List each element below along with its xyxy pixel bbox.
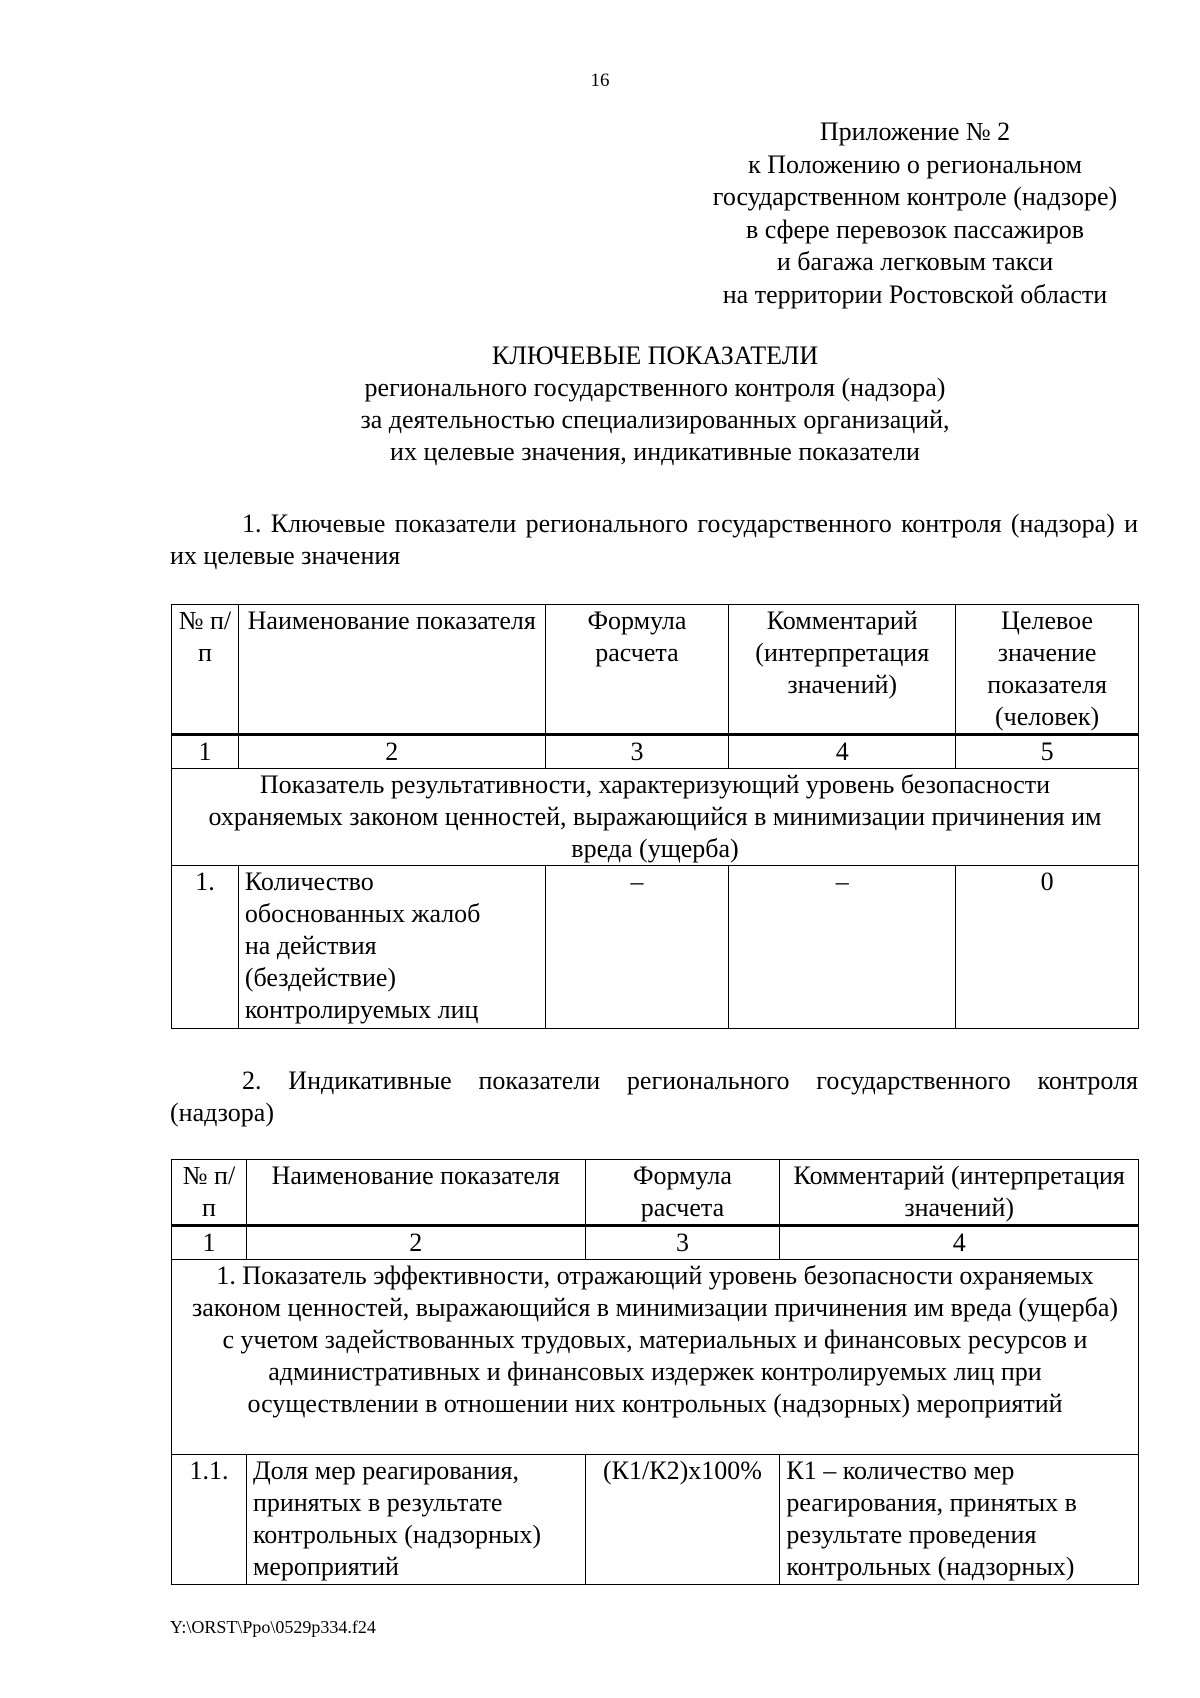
column-number-cell: 3 [585, 1226, 780, 1260]
table-header-row [172, 1160, 1139, 1226]
header-cell-comment: Комментарий (интерпретация значений) [729, 605, 956, 735]
appendix-line: Приложение № 2 [819, 117, 1011, 146]
row-formula-cell: (К1/К2)х100% [585, 1455, 780, 1585]
row-name-cell: Доля мер реагирования, принятых в результате контрольных (надзорных) мероприятий [246, 1455, 585, 1585]
title-line: их целевые значения, индикативные показатели [390, 437, 920, 466]
header-cell-comment: Комментарий (интерпретация значений) [780, 1160, 1139, 1226]
row-comment-cell: – [729, 866, 956, 1029]
column-number-cell: 4 [780, 1226, 1139, 1260]
column-number-cell: 2 [246, 1226, 585, 1260]
section2-heading: 2. Индикативные показатели регионального государственного контроля (надзора) [170, 1066, 1138, 1127]
title-line: регионального государственного контроля (надзора) [364, 373, 946, 402]
group-title-row [172, 769, 1139, 866]
title-heading: КЛЮЧЕВЫЕ ПОКАЗАТЕЛИ [491, 341, 819, 370]
group-title-row [172, 1260, 1139, 1455]
column-number-cell: 1 [172, 1226, 247, 1260]
appendix-line: государственном контроле (надзоре) [712, 182, 1118, 211]
key-indicators-table [171, 604, 1139, 1029]
header-cell-target: Целевое значение показателя (человек) [956, 605, 1139, 735]
column-number-cell: 5 [956, 735, 1139, 769]
row-comment-cell: К1 – количество мер реагирования, принятых в результате проведения контрольных (надзорных) [780, 1455, 1139, 1585]
row-name-cell: Количество обоснованных жалоб на действия (бездействие) контролируемых лиц [238, 866, 545, 1029]
appendix-line: к Положению о региональном [748, 149, 1082, 179]
header-cell-formula: Формула расчета [585, 1160, 780, 1226]
row-formula-cell: – [545, 866, 729, 1029]
table-row [172, 1455, 1139, 1585]
header-cell-name: Наименование показателя [246, 1160, 585, 1226]
section1-heading: 1. Ключевые показатели регионального государственного контроля (надзора) и их целевые значения [170, 509, 1138, 570]
group-title-cell: Показатель результативности, характеризующий уровень безопасности охраняемых законом ценностей, выражающийся в минимизации причинения им вреда (ущерба) [172, 769, 1139, 866]
column-number-cell: 4 [729, 735, 956, 769]
document-title [170, 340, 1140, 468]
row-number-cell: 1. [172, 866, 239, 1029]
group-title-cell: 1. Показатель эффективности, отражающий уровень безопасности охраняемых законом ценностей, выражающийся в минимизации причинения им вреда (ущерба) с учетом задействованных трудовых, материальных и финансовых ресурсов и административных и финансовых издержек контролируемых лиц при осуществлении в отношении них контрольных (надзорных) мероприятий [172, 1260, 1139, 1455]
file-path-footer: Y:\ORST\Ppo\0529p334.f24 [170, 1617, 376, 1637]
header-cell-number: № п/п [172, 1160, 247, 1226]
table-header-row [172, 605, 1139, 735]
row-number-cell: 1.1. [172, 1455, 247, 1585]
appendix-line: в сфере перевозок пассажиров [746, 214, 1084, 244]
row-target-cell: 0 [956, 866, 1139, 1029]
indicative-indicators-table [171, 1159, 1139, 1585]
column-number-cell: 1 [172, 735, 239, 769]
column-number-row [172, 1226, 1139, 1260]
column-number-cell: 2 [238, 735, 545, 769]
header-cell-formula: Формула расчета [545, 605, 729, 735]
appendix-line: на территории Ростовской области [722, 279, 1108, 309]
page-number: 16 [590, 70, 610, 91]
header-cell-number: № п/п [172, 605, 239, 735]
table-row [172, 866, 1139, 1029]
column-number-cell: 3 [545, 735, 729, 769]
title-line: за деятельностью специализированных организаций, [360, 405, 950, 434]
appendix-line: и багажа легковым такси [776, 247, 1054, 276]
header-cell-name: Наименование показателя [238, 605, 545, 735]
column-number-row [172, 735, 1139, 769]
appendix-block [690, 116, 1140, 311]
